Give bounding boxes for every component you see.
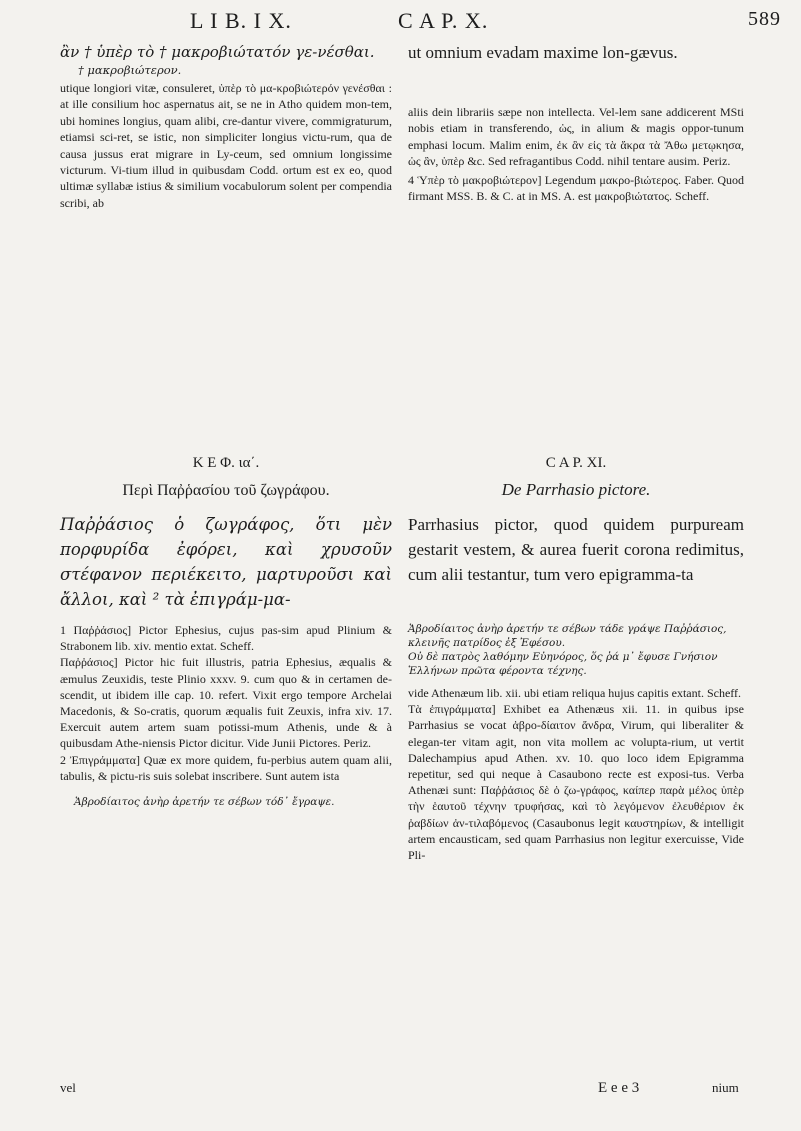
- greek-gloss: † μακροβιώτερον.: [78, 63, 182, 77]
- latin-main-paragraph: Parrhasius pictor, quod quidem purpuream gestarit vestem, & aurea fuerit corona redimitus, cum alii testantur, tum vero epigramma-ta: [408, 515, 744, 584]
- running-head-chapter: C A P. X.: [398, 8, 489, 33]
- footnote-3: 2 Ἐπιγράμματα] Quæ ex more quidem, fu-perbius autem quam alii, tabulis, & pictu-ris suis solebat inscribere. Sunt autem ista: [60, 752, 392, 783]
- epigram-line-1: Ἁβροδίαιτος ἀνὴρ ἀρετήν τε σέβων τάδε γράψε Παῤῥάσιος, κλεινῆς πατρίδος ἐξ Ἐφέσου.: [408, 623, 727, 649]
- chapter-title-greek: Περὶ Παῤῥασίου τοῦ ζωγράφου.: [122, 482, 330, 499]
- page-number: 589: [748, 8, 781, 30]
- signature-mark: E e e 3: [598, 1080, 640, 1096]
- footnote-5: vide Athenæum lib. xii. ubi etiam reliqua hujus capitis extant. Scheff.: [408, 686, 742, 700]
- left-latin-note: [60, 80, 392, 211]
- running-head-book: L I B. I X.: [190, 8, 292, 33]
- latin-paragraph: utique longiori vitæ, consuleret, ὑπὲρ τὸ μα-κροβιώτερόν γενέσθαι : at ille consilium hoc aspernatus ait, se ne in Atho quidem mon-tem, ubi homines longius, quam alibi, cre-dantur vivere, commigraturum, etiamsi sci-ret, se istic, non simpliciter longius victu-rum, qua de causa jussus erat migrare in Ly-ceum, sed omnium longissime victurum. Vi-tium illud in quibusdam Codd. ortum est ex eo, quod ultimæ syllabæ istius & similium vocabulorum solent per compendia scribi, ab: [60, 81, 392, 210]
- epigram-line-2: Οὐ δὲ πατρὸς λαθόμην Εὐηνόρος, ὅς ῥά μ᾽ ἔφυσε Γνήσιον Ἑλλήνων πρῶτα φέροντα τέχνης.: [408, 651, 718, 677]
- catchword-left: vel: [60, 1080, 76, 1095]
- greek-line: ἂν † ὑπὲρ τὸ † μακροβιώτατόν γε-νέσθαι.: [60, 43, 375, 61]
- chapter-heading-greek: Κ Ε Φ. ια΄.: [192, 455, 260, 471]
- footnote-6: Τὰ ἐπιγράμματα] Exhibet ea Athenæus xii. 11. in quibus ipse Parrhasius se vocat ἁβρο-δίαιτον ἄνδρα, Virum, qui liberaliter & elegan-ter vitam agit, non vita mollem ac volupta-rium, ut vertit Dalechampius apud Athen. xv. 10. quo loco idem Epigramma repetitur, sed qui neque à Casaubono recte est exposi-tus. Verba Athenæi sunt: Παῤῥάσιος δὲ ὁ ζω-γράφος, καίπερ παρὰ μέλος ὑπὲρ τὴν ἑαυτοῦ τέχνην τρυφήσας, καὶ τὸ λεγόμενον ἐλευθέριον ἐκ ῥαβδίων ἀν-τιλαβόμενος (Casaubonus legit καυστηρίων, & intelligit artem encausticam, sed quam Parrhasius non legitur exercuisse, Vide Pli-: [408, 702, 744, 863]
- main-latin-text: [408, 512, 744, 587]
- right-footnotes: [408, 685, 744, 863]
- chapter-title-latin: De Parrhasio pictore.: [501, 480, 651, 499]
- left-footnotes: [60, 622, 392, 810]
- greek-epigram: [408, 622, 744, 678]
- footnote-1: 1 Παῤῥάσιος] Pictor Ephesius, cujus pas-sim apud Plinium & Strabonem lib. xiv. mentio extat. Scheff.: [60, 623, 392, 654]
- note-paragraph: aliis dein librariis sæpe non intellecta. Vel-lem sane addicerent MSti nobis etiam in transferendo, ὡς, in alium & magis oppor-tunum emphasi locum. Malim enim, ἐκ ἂν εἰς τὰ ἄκρα τὰ Ἄθω μετῳκησα, ὡς ἂν, ὑπὲρ &c. Sed refragantibus Codd. nihil tentare ausim. Periz.: [408, 105, 744, 169]
- main-greek-text: [60, 512, 392, 612]
- footnote-4: 4 Ὑπὲρ τὸ μακροβιώτερον] Legendum μακρο-βιώτερος. Faber. Quod firmant MSS. B. & C. at in MS. A. est μακροβιώτατος. Scheff.: [408, 172, 744, 204]
- greek-main-paragraph: Παῤῥάσιος ὁ ζωγράφος, ὅτι μὲν πορφυρίδα ἐφόρει, καὶ χρυσοῦν στέφανον περιέκειτο, μαρτυροῦσι καὶ ἄλλοι, καὶ ² τὰ ἐπιγράμ-μα-: [60, 515, 392, 609]
- left-top-greek: [60, 42, 392, 78]
- catchword-right: nium: [712, 1080, 739, 1095]
- right-note-block: [408, 104, 744, 204]
- footnote-2: Παῤῥάσιος] Pictor hic fuit illustris, patria Ephesius, æqualis & æmulus Zeuxidis, teste Plinio xxxv. 9. cum quo & in certamen de-scendit, ut ibidem ille cap. 10. refert. Vixit ergo tempore Archelai Macedonis, & So-cratis, quorum æqualis fuit Zeuxis, infra xiv. 17. Exercuit autem artem suam potissi-mum Athenis, unde & à quibusdam Athe-niensis Pictor dicitur. Vide Junii Pictores. Periz.: [60, 655, 392, 751]
- chapter-heading-latin: C A P. XI.: [545, 455, 607, 471]
- right-top-latin: [408, 42, 744, 64]
- footnote-3-greek: Ἁβροδίαιτος ἀνὴρ ἀρετήν τε σέβων τόδ᾽ ἔγραψε.: [74, 796, 335, 809]
- latin-top: ut omnium evadam maxime lon-gævus.: [408, 43, 678, 62]
